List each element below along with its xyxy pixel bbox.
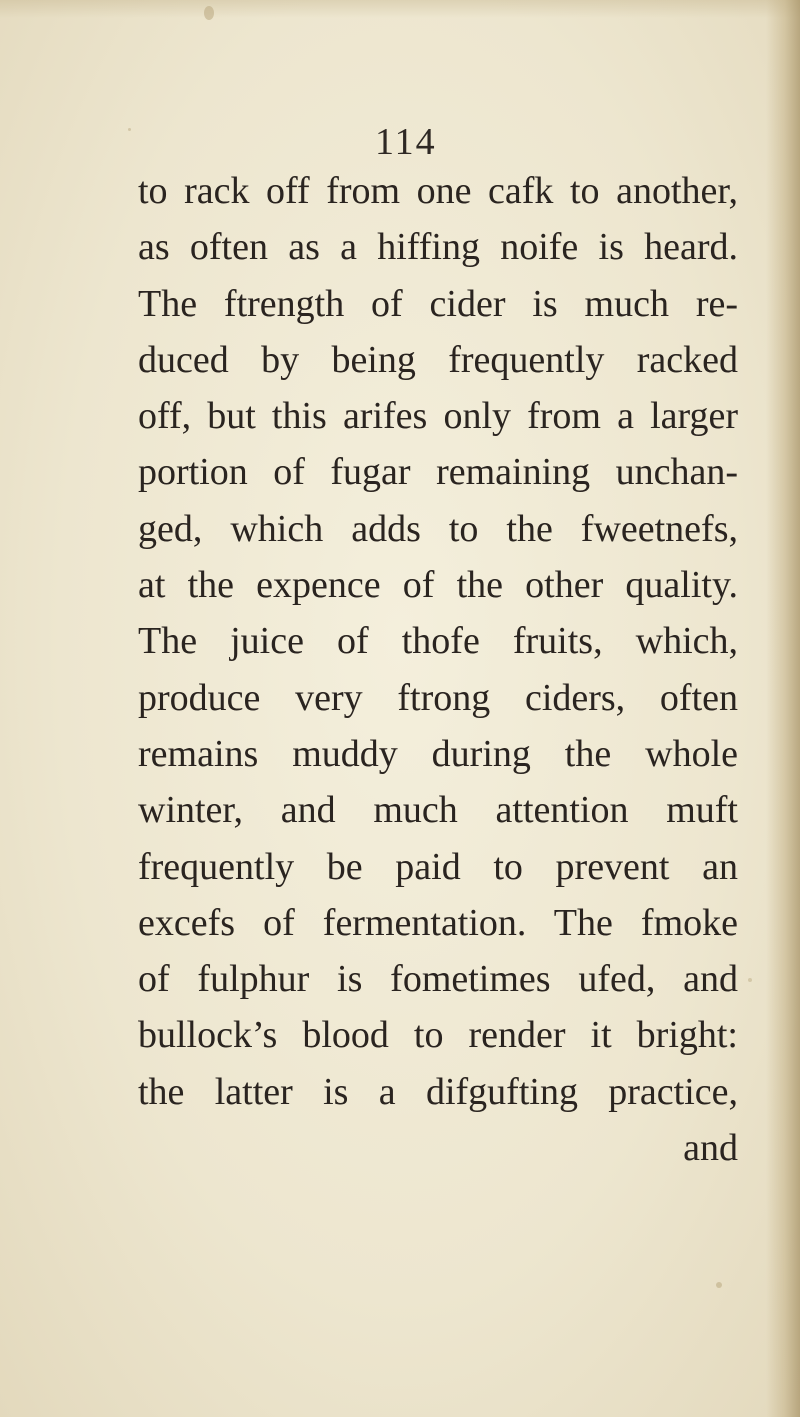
page-right-edge-shadow: [766, 0, 800, 1417]
paper-speck: [748, 978, 752, 982]
text-line: remains muddy during the whole: [138, 732, 738, 775]
text-line: off, but this arifes only from a larger: [138, 395, 738, 438]
paper-speck: [716, 1282, 722, 1288]
text-line: to rack off from one cafk to another,: [138, 170, 738, 212]
text-line: produce very ftrong ciders, often: [138, 676, 738, 719]
text-line: the latter is a difgufting practice,: [138, 1070, 738, 1113]
text-line: portion of fugar remaining unchan-: [138, 451, 738, 494]
paper-speck: [204, 6, 214, 20]
page-top-shadow: [0, 0, 800, 18]
body-text: [138, 163, 738, 1176]
text-line: of fulphur is fometimes ufed, and: [138, 958, 738, 1001]
text-line: as often as a hiffing noife is heard.: [138, 226, 738, 269]
catchword: and: [683, 1127, 738, 1170]
text-line: at the expence of the other quality.: [138, 564, 738, 607]
text-line: excefs of fermentation. The fmoke: [138, 901, 738, 944]
text-line: duced by being frequently racked: [138, 338, 738, 381]
text-line: frequently be paid to prevent an: [138, 845, 738, 888]
text-line: The juice of thofe fruits, which,: [138, 620, 738, 663]
text-line: winter, and much attention muft: [138, 789, 738, 832]
text-line: The ftrength of cider is much re-: [138, 282, 738, 325]
text-line: bullock’s blood to render it bright:: [138, 1014, 738, 1057]
page-number: 114: [375, 121, 437, 163]
paper-speck: [128, 128, 131, 131]
text-line: ged, which adds to the fweetnefs,: [138, 507, 738, 550]
